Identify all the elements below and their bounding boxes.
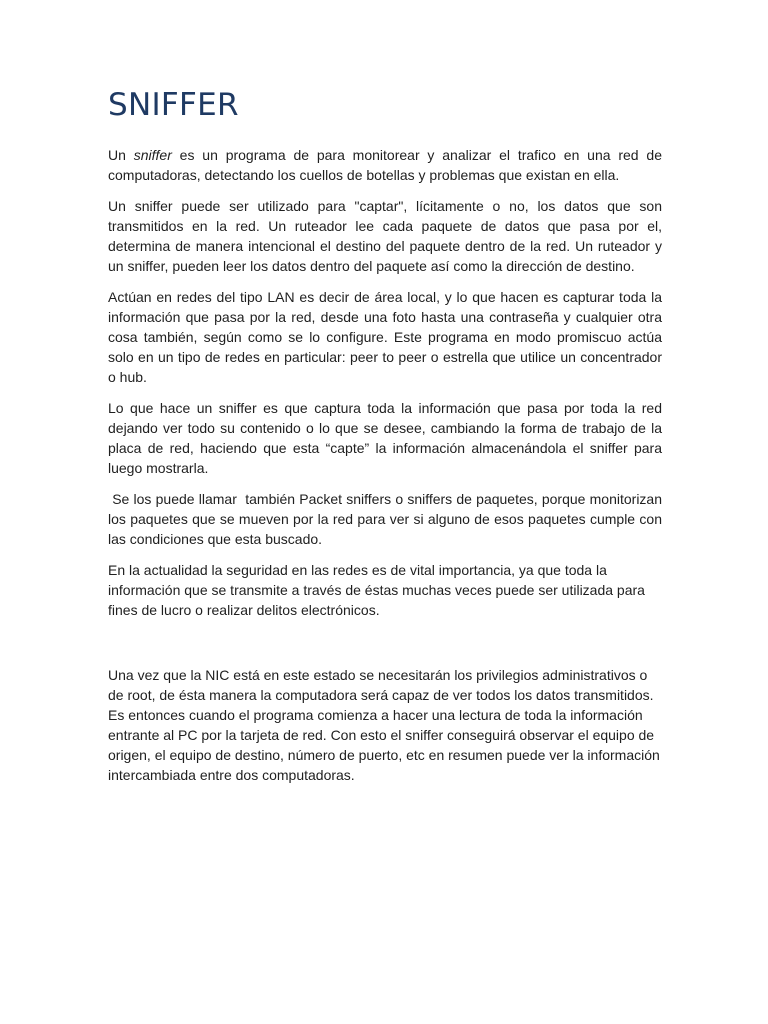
paragraph-spacer xyxy=(108,631,662,665)
paragraph-intro-italic-term: sniffer xyxy=(133,147,172,163)
paragraph-intro-rest: es un programa de para monitorear y analizar el trafico en una red de computadoras, detectando los cuellos de botellas y problemas que existan en ella. xyxy=(108,147,662,183)
paragraph-usage: Un sniffer puede ser utilizado para "captar", lícitamente o no, los datos que son transmitidos en la red. Un ruteador lee cada paquete de datos que pasa por el, determina de manera intencional el destino del paquete dentro de la red. Un ruteador y un sniffer, pueden leer los datos dentro del paquete así como la dirección de destino. xyxy=(108,198,662,274)
paragraph-capture: Lo que hace un sniffer es que captura toda la información que pasa por toda la red dejando ver todo su contenido o lo que se desee, cambiando la forma de trabajo de la placa de red, haciendo que esta “capte” la información almacenándola el sniffer para luego mostrarla. xyxy=(108,400,666,476)
paragraph-nic: Una vez que la NIC está en este estado se necesitarán los privilegios administrativos o de root, de ésta manera la computadora será capaz de ver todos los datos transmitidos. Es entonces cuando el programa comienza a hacer una lectura de toda la información entrante al PC por la tarjeta de red. Con esto el sniffer conseguirá observar el equipo de origen, el equipo de destino, número de puerto, etc en resumen puede ver la información intercambiada entre dos computadoras. xyxy=(108,667,660,783)
paragraph-lan: Actúan en redes del tipo LAN es decir de área local, y lo que hacen es capturar toda la información que pasa por la red, desde una foto hasta una contraseña y cualquier otra cosa también, según como se lo configure. Este programa en modo promiscuo actúa solo en un tipo de redes en particular: peer to peer o estrella que utilice un concentrador o hub. xyxy=(108,289,662,385)
paragraph-security: En la actualidad la seguridad en las redes es de vital importancia, ya que toda la información que se transmite a través de éstas muchas veces puede ser utilizada para fines de lucro o realizar delitos electrónicos. xyxy=(108,562,645,618)
paragraph-packet-sniffers: Se los puede llamar también Packet sniffers o sniffers de paquetes, porque monitorizan los paquetes que se mueven por la red para ver si alguno de esos paquetes cumple con las condiciones que esta buscado. xyxy=(108,491,666,547)
paragraph-intro xyxy=(108,145,662,185)
paragraph-intro-start: Un xyxy=(108,147,134,163)
document-page xyxy=(108,86,666,796)
document-title: SNIFFER xyxy=(108,87,239,123)
